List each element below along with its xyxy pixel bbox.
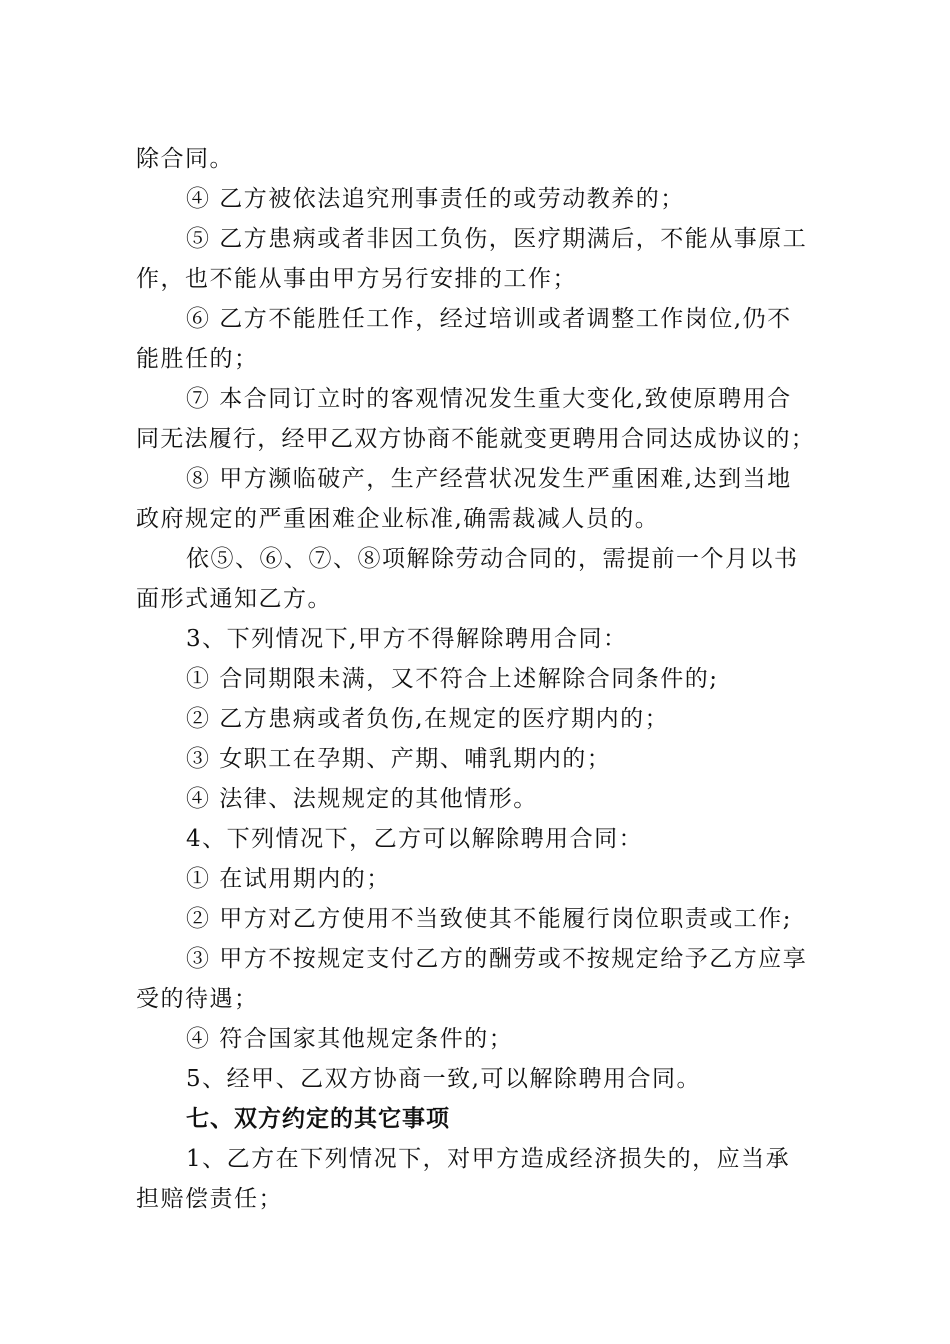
text-line: ⑥ 乙方不能胜任工作，经过培训或者调整工作岗位,仍不 [186, 306, 792, 332]
text-line: 依⑤、⑥、⑦、⑧项解除劳动合同的，需提前一个月以书 [186, 546, 799, 572]
clause-4-heading: 4、下列情况下，乙方可以解除聘用合同： [186, 826, 644, 852]
text-line: ⑤ 乙方患病或者非因工负伤，医疗期满后，不能从事原工 [186, 226, 808, 252]
text-line: ⑧ 甲方濒临破产，生产经营状况发生严重困难,达到当地 [186, 466, 792, 492]
section-heading: 七、双方约定的其它事项 [186, 1106, 450, 1132]
document-body [136, 139, 816, 1219]
text-line: ④ 符合国家其他规定条件的； [186, 1026, 514, 1052]
text-line: 能胜任的； [136, 346, 259, 372]
text-line: 担赔偿责任； [136, 1186, 283, 1212]
clause-5: 5、经甲、乙双方协商一致,可以解除聘用合同。 [186, 1066, 701, 1092]
text-line: ② 乙方患病或者负伤,在规定的医疗期内的； [186, 706, 670, 732]
text-line: 受的待遇； [136, 986, 259, 1012]
text-line: ⑦ 本合同订立时的客观情况发生重大变化,致使原聘用合 [186, 386, 792, 412]
text-line: 作，也不能从事由甲方另行安排的工作； [136, 266, 577, 292]
text-line: 1、乙方在下列情况下，对甲方造成经济损失的，应当承 [186, 1146, 791, 1172]
text-line: ② 甲方对乙方使用不当致使其不能履行岗位职责或工作; [186, 906, 793, 932]
text-line: 除合同。 [136, 146, 234, 172]
text-line: 同无法履行，经甲乙双方协商不能就变更聘用合同达成协议的； [136, 426, 815, 452]
text-line: ① 在试用期内的； [186, 866, 391, 892]
text-line: ① 合同期限未满，又不符合上述解除合同条件的; [186, 666, 719, 692]
text-line: 政府规定的严重困难企业标准,确需裁减人员的。 [136, 506, 660, 532]
text-line: ④ 乙方被依法追究刑事责任的或劳动教养的； [186, 186, 685, 212]
text-line: ③ 甲方不按规定支付乙方的酬劳或不按规定给予乙方应享 [186, 946, 808, 972]
text-line: ④ 法律、法规规定的其他情形。 [186, 786, 538, 812]
text-line: ③ 女职工在孕期、产期、哺乳期内的； [186, 746, 612, 772]
text-line: 面形式通知乙方。 [136, 586, 332, 612]
clause-3-heading: 3、下列情况下,甲方不得解除聘用合同： [186, 626, 628, 652]
